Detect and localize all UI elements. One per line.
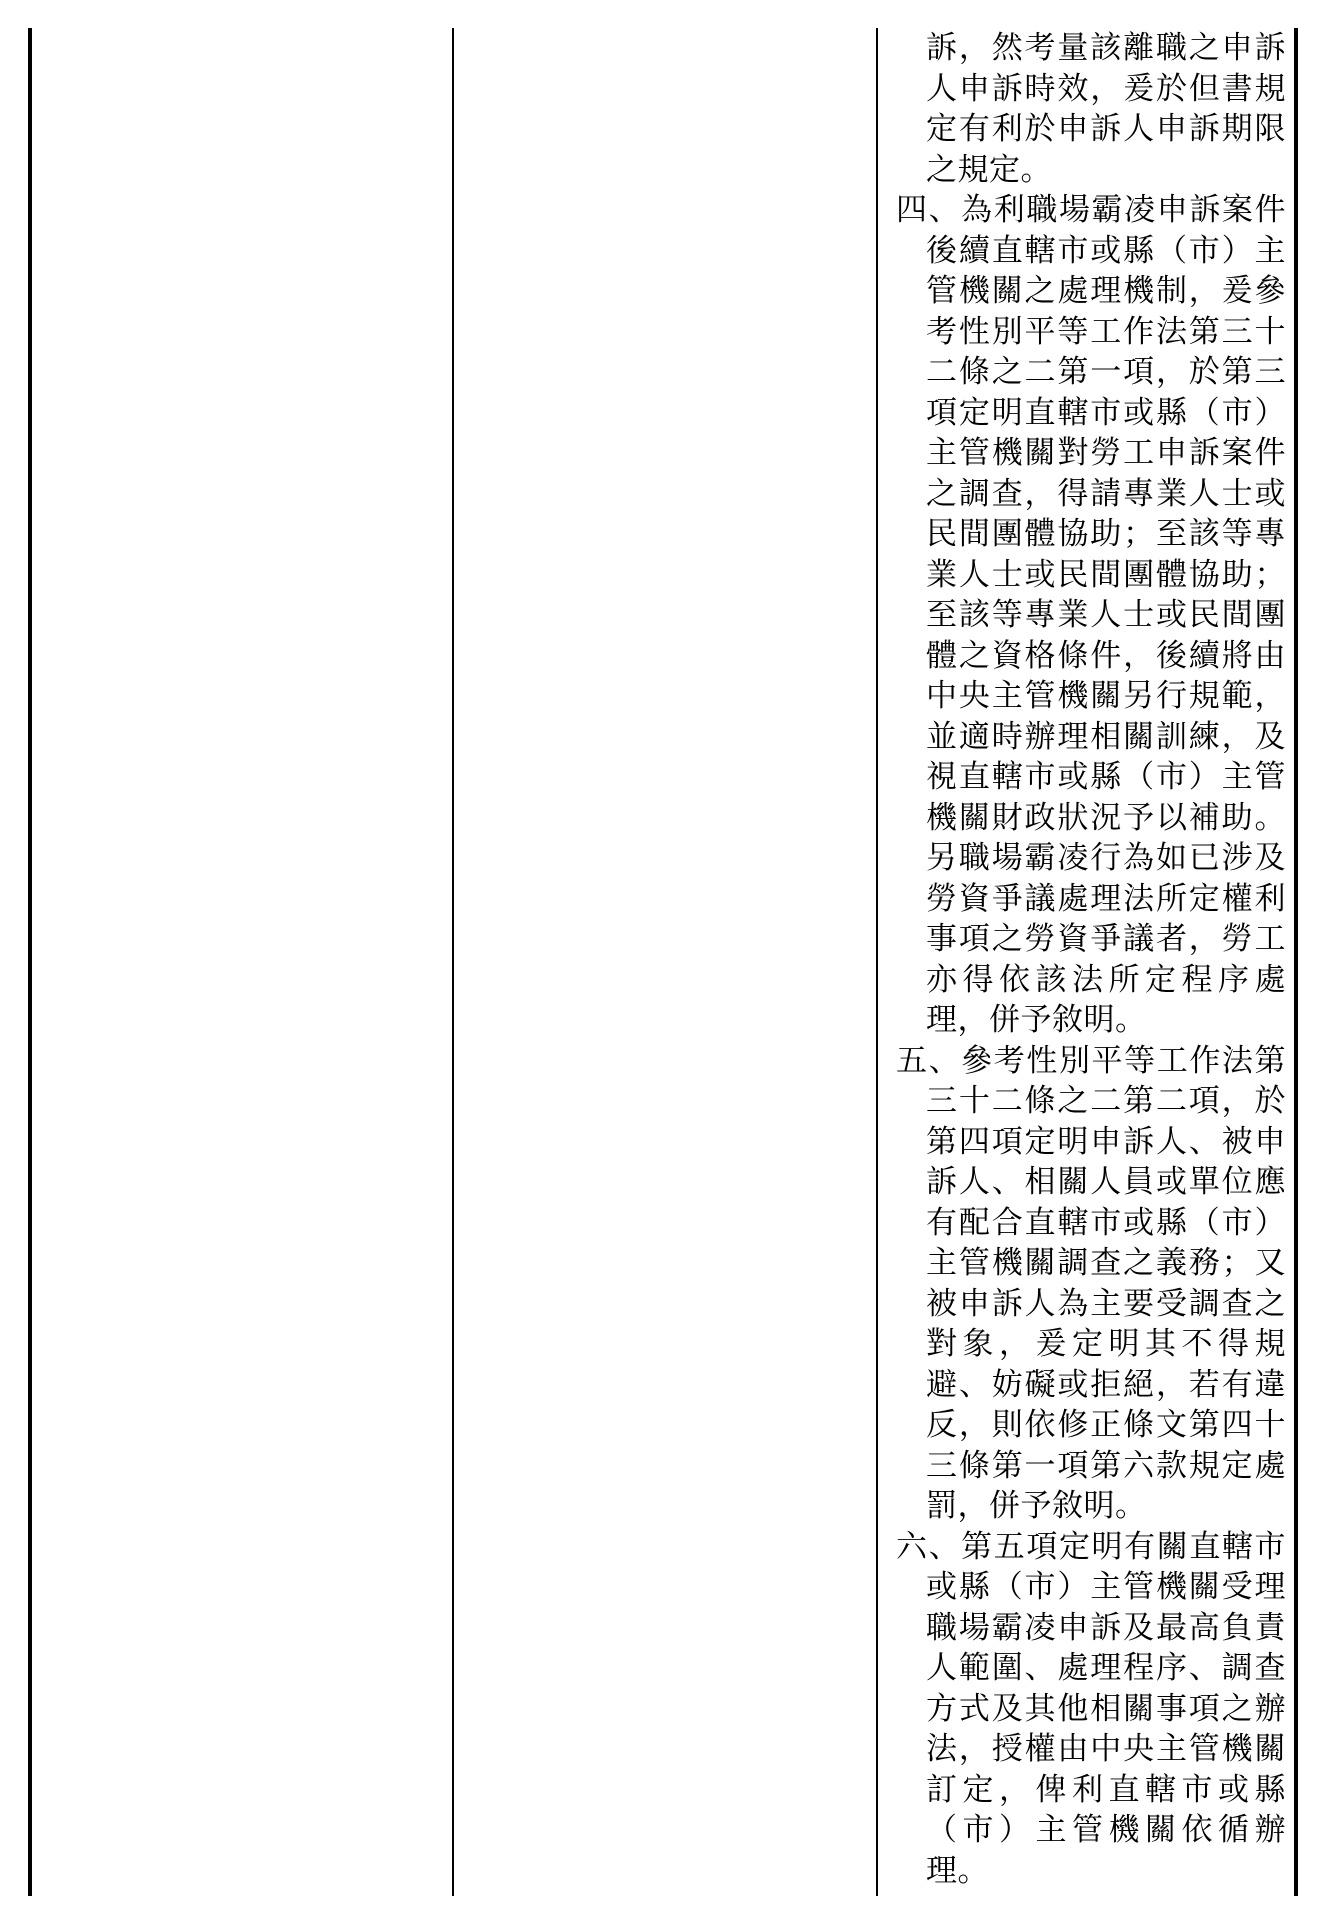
table-column-divider-2: [876, 28, 878, 1896]
table-column-explanation: [896, 28, 1286, 1896]
table-border-right: [1294, 28, 1298, 1896]
explanation-item-5: 五、參考性別平等工作法第三十二條之二第二項，於第四項定明申訴人、被申訴人、相關人員或單位應有配合直轄市或縣（市）主管機關調查之義務；又被申訴人為主要受調查之對象，爰定明其不得規避、妨礙或拒絕，若有違反，則依修正條文第四十三條第一項第六款規定處罰，併予敘明。: [896, 1042, 1286, 1524]
explanation-item-6: 六、第五項定明有關直轄市或縣（市）主管機關受理職場霸凌申訴及最高負責人範圍、處理程序、調查方式及其他相關事項之辦法，授權由中央主管機關訂定，俾利直轄市或縣（市）主管機關依循辦理。: [896, 1528, 1286, 1889]
explanation-paragraph-continued: 訴，然考量該離職之申訴人申訴時效，爰於但書規定有利於申訴人申訴期限之規定。: [926, 30, 1286, 188]
table-column-middle: [454, 28, 876, 1896]
explanation-item-4: 四、為利職場霸凌申訴案件後續直轄市或縣（市）主管機關之處理機制，爰參考性別平等工作法第三十二條之二第一項，於第三項定明直轄市或縣（市）主管機關對勞工申訴案件之調查，得請專業人士或民間團體協助；至該等專業人士或民間團體協助；至該等專業人士或民間團體之資格條件，後續將由中央主管機關另行規範，並適時辦理相關訓練，及視直轄市或縣（市）主管機關財政狀況予以補助。另職場霸凌行為如已涉及勞資爭議處理法所定權利事項之勞資爭議者，勞工亦得依該法所定程序處理，併予敘明。: [896, 192, 1286, 1038]
table-column-left: [32, 28, 452, 1896]
